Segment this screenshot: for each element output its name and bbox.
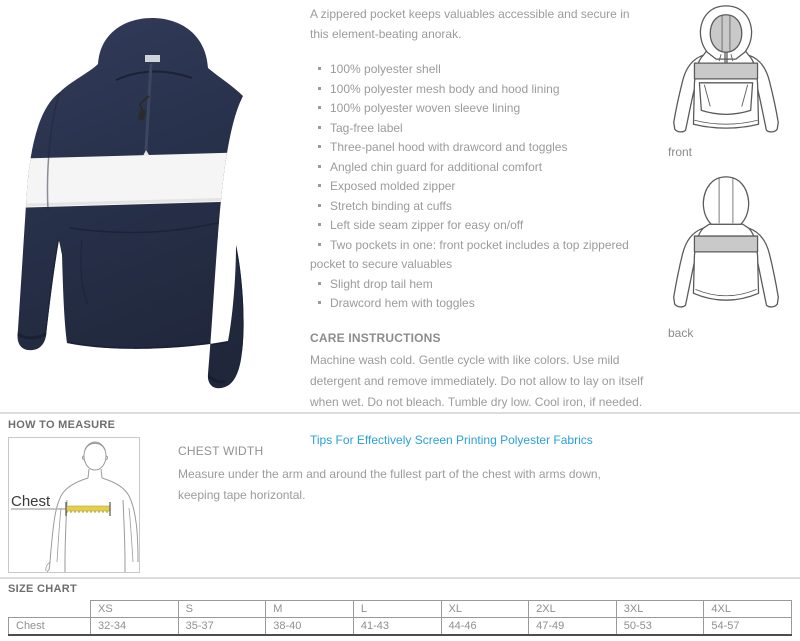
how-to-measure-heading: HOW TO MEASURE [8, 419, 116, 431]
feature-item [310, 119, 648, 139]
back-chest-band [694, 236, 757, 252]
feature-item [310, 158, 648, 178]
bullet-icon [318, 301, 321, 304]
bullet-icon [318, 184, 321, 187]
chest-width-text: Measure under the arm and around the fullest part of the chest with arms down, keeping tape horizontal. [178, 467, 601, 502]
chest-width-title: CHEST WIDTH [178, 444, 264, 458]
care-instructions-heading: CARE INSTRUCTIONS [310, 330, 441, 345]
feature-item [310, 294, 648, 314]
size-column-header: 2XL [529, 601, 617, 618]
feature-text: Three-panel hood with drawcord and toggles [330, 140, 568, 154]
feature-item [310, 197, 648, 217]
figure-left-arm [49, 478, 88, 570]
product-description [310, 4, 648, 450]
feature-text: 100% polyester mesh body and hood lining [330, 81, 560, 96]
bullet-icon [318, 243, 321, 246]
size-column-header: S [178, 601, 266, 618]
feature-text: Angled chin guard for additional comfort [330, 159, 543, 174]
feature-text: Drawcord hem with toggles [330, 296, 475, 310]
bullet-icon [318, 204, 321, 207]
feature-list [310, 60, 648, 314]
chest-value: 47-49 [529, 618, 617, 636]
figure-torso-right [123, 500, 125, 572]
product-photo [0, 0, 302, 410]
feature-item [310, 177, 648, 197]
chest-diagram-label: Chest [11, 493, 51, 510]
front-view-drawing [652, 0, 800, 138]
bullet-icon [318, 126, 321, 129]
size-column-header: 4XL [704, 601, 792, 618]
size-column-header: XS [91, 601, 179, 618]
product-intro: A zippered pocket keeps valuables accessible and secure in this element-beating anorak. [310, 7, 630, 41]
size-column-header: 3XL [616, 601, 704, 618]
size-chart-chest-row [9, 618, 792, 636]
section-divider [0, 577, 800, 579]
feature-item [310, 236, 648, 275]
screen-printing-tips-link[interactable]: Tips For Effectively Screen Printing Polyester Fabrics [310, 432, 593, 447]
feature-item [310, 275, 648, 295]
bullet-icon [318, 145, 321, 148]
size-column-header: XL [441, 601, 529, 618]
bullet-icon [318, 282, 321, 285]
feature-text: Tag-free label [330, 120, 403, 135]
feature-item [310, 138, 648, 158]
chest-value: 44-46 [441, 618, 529, 636]
front-chest-band [694, 63, 757, 79]
bullet-icon [318, 106, 321, 109]
chest-value: 41-43 [353, 618, 441, 636]
feature-text: Left side seam zipper for easy on/off [330, 218, 524, 232]
feature-text: Stretch binding at cuffs [330, 198, 452, 213]
feature-item [310, 80, 648, 100]
chest-value: 32-34 [91, 618, 179, 636]
figure-ears [83, 456, 108, 460]
back-hood [703, 177, 748, 224]
front-pocket [699, 83, 752, 115]
feature-item [310, 216, 648, 236]
size-chart-header-row [9, 601, 792, 618]
feature-text: 100% polyester shell [330, 62, 441, 76]
size-column-header: M [266, 601, 354, 618]
feature-item [310, 99, 648, 119]
figure-hair [85, 443, 105, 450]
row-label: Chest [9, 618, 91, 636]
care-instructions-text: Machine wash cold. Gentle cycle with like colors. Use mild detergent and remove immediately. Do not allow to lay on itself when wet. Do not bleach. Tumble dry low. Cool iron, if needed. [310, 352, 644, 409]
measure-diagram [8, 437, 140, 573]
chest-value: 35-37 [178, 618, 266, 636]
bullet-icon [318, 87, 321, 90]
front-hood-opening [710, 15, 742, 52]
chest-value: 54-57 [704, 618, 792, 636]
bullet-icon [318, 165, 321, 168]
jacket-photo-illustration [0, 0, 302, 410]
chest-value: 38-40 [266, 618, 354, 636]
feature-text: Two pockets in one: front pocket includes a top zippered pocket to secure valuables [310, 237, 629, 271]
back-view-drawing [652, 167, 800, 315]
front-view-label: front [668, 145, 693, 159]
chest-stripe [9, 151, 290, 208]
feature-text: Slight drop tail hem [330, 276, 433, 291]
feature-text: 100% polyester woven sleeve lining [330, 101, 521, 115]
section-divider [0, 412, 800, 414]
bullet-icon [318, 67, 321, 70]
feature-text: Exposed molded zipper [330, 179, 456, 193]
size-chart-heading: SIZE CHART [8, 583, 77, 595]
size-chart-table [8, 600, 792, 636]
size-chart-blank-cell [9, 601, 91, 618]
feature-item [310, 60, 648, 80]
tape-measure [66, 506, 110, 511]
back-view-label: back [668, 326, 694, 340]
bullet-icon [318, 223, 321, 226]
chest-value: 50-53 [616, 618, 704, 636]
brand-label [145, 55, 160, 62]
measure-instructions [178, 441, 608, 506]
size-column-header: L [353, 601, 441, 618]
garment-views [652, 0, 800, 340]
